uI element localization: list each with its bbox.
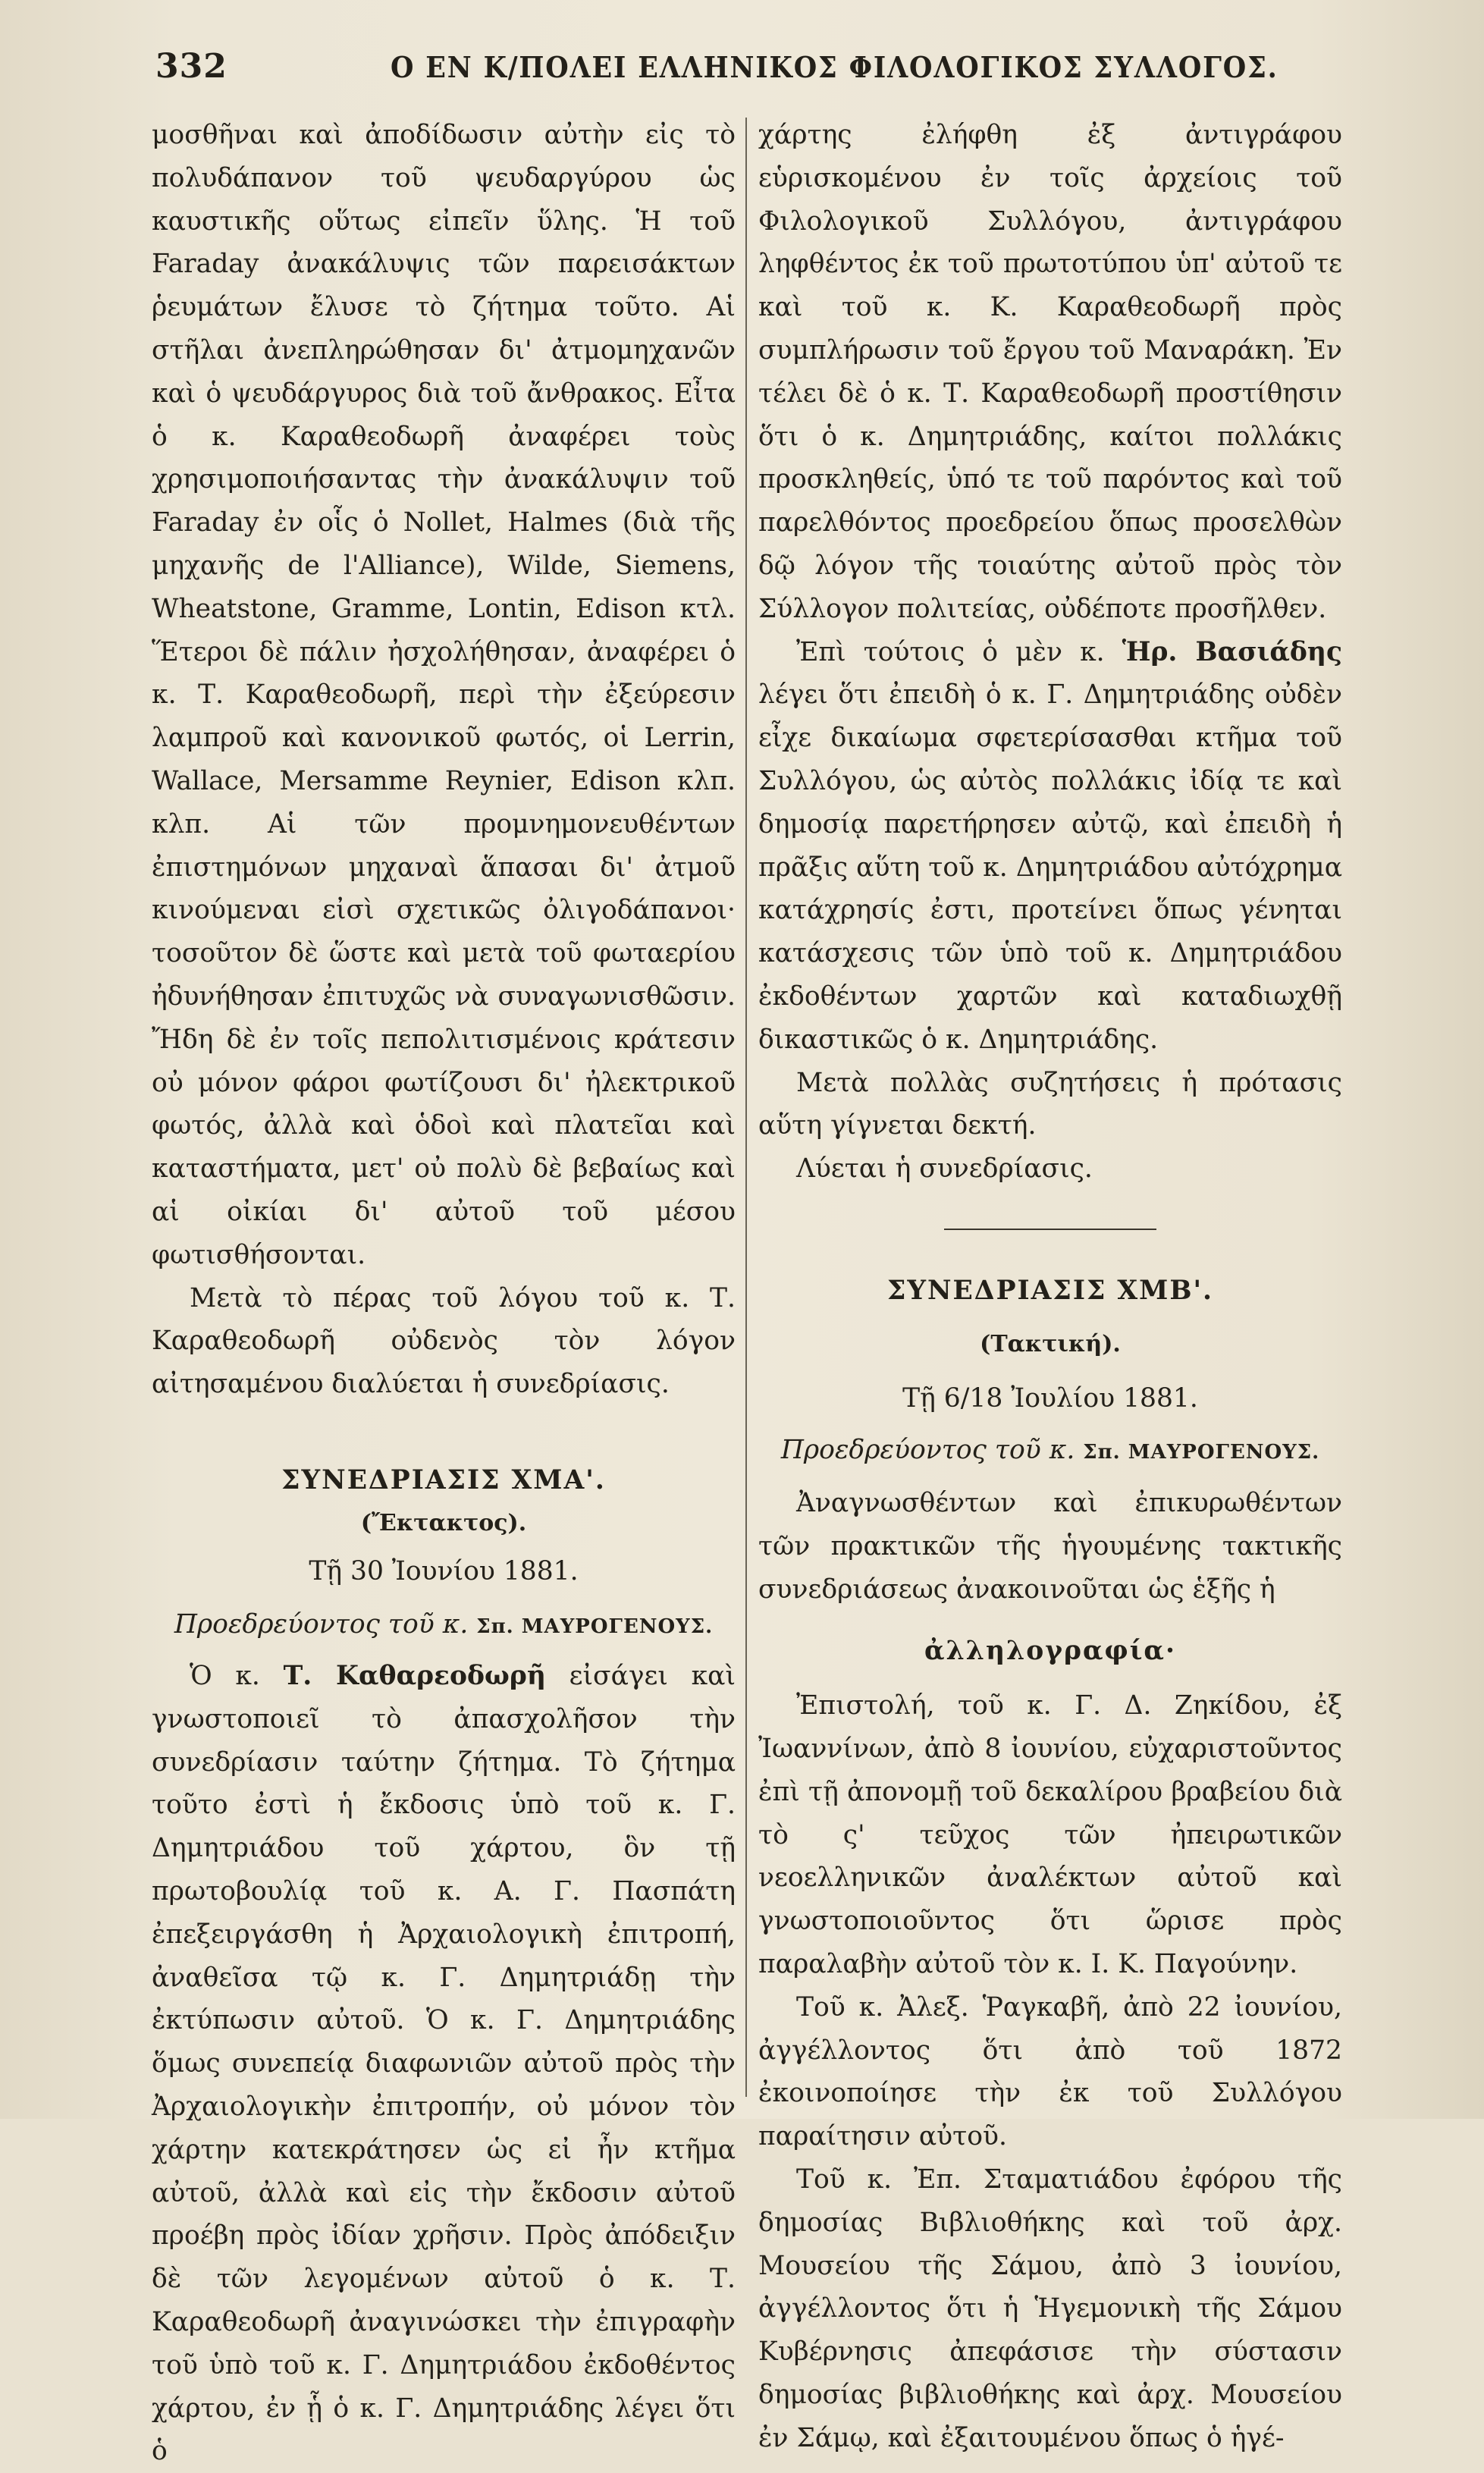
right-paragraph-2 — [758, 631, 1342, 1062]
right-paragraph-6: Ἐπιστολή, τοῦ κ. Γ. Δ. Ζηκίδου, ἐξ Ἰωαννίνων, ἀπὸ 8 ἰουνίου, εὐχαριστοῦντος ἐπὶ τῇ ἀπονομῇ τοῦ δεκαλίρου βραβείου διὰ τὸ ς' τεῦχος τῶν ἠπειρωτικῶν νεοελληνικῶν ἀναλέκτων αὐτοῦ καὶ γνωστοποιοῦντος ὅτι ὥρισε πρὸς παραλαβὴν αὐτοῦ τὸν κ. Ι. Κ. Παγούνην. — [758, 1690, 1342, 1980]
right-paragraph-8: Τοῦ κ. Ἐπ. Σταματιάδου ἐφόρου τῆς δημοσίας Βιβλιοθήκης καὶ τοῦ ἀρχ. Μουσείου τῆς Σάμου, ἀπὸ 3 ἰουνίου, ἀγγέλλοντος ὅτι ἡ Ἡγεμονικὴ τῆς Σάμου Κυβέρνησις ἀπεφάσισε τὴν σύστασιν δημοσίας βιβλιοθήκης καὶ ἀρχ. Μουσείου ἐν Σάμῳ, καὶ ἐξαιτουμένου ὅπως ὁ ἡγέ- — [758, 2164, 1342, 2453]
right-paragraph-7: Τοῦ κ. Ἀλεξ. Ῥαγκαβῆ, ἀπὸ 22 ἰουνίου, ἀγγέλλοντος ὅτι ἀπὸ τοῦ 1872 ἐκοινοποίησε τὴν ἐκ τοῦ Συλλόγου παραίτησιν αὐτοῦ. — [758, 1991, 1342, 2152]
presiding-label: Προεδρεύοντος τοῦ κ. — [174, 1609, 469, 1640]
presiding-label-right: Προεδρεύοντος τοῦ κ. — [780, 1435, 1075, 1466]
page-number: 332 — [155, 47, 227, 86]
left-column — [152, 114, 736, 2473]
right-paragraph-1: χάρτης ἐλήφθη ἐξ ἀντιγράφου εὑρισκομένου ἐν τοῖς ἀρχείοις τοῦ Φιλολογικοῦ Συλλόγου, ἀντιγράφου ληφθέντος ἐκ τοῦ πρωτοτύπου ὑπ' αὐτοῦ τε καὶ τοῦ κ. Κ. Καραθεοδωρῆ πρὸς συμπλήρωσιν τοῦ ἔργου τοῦ Μαναράκη. Ἐν τέλει δὲ ὁ κ. Τ. Καραθεοδωρῆ προστίθησιν ὅτι ὁ κ. Δημητριάδης, καίτοι πολλάκις προσκληθείς, ὑπό τε τοῦ παρόντος καὶ τοῦ παρελθόντος προεδρείου ὅπως προσελθὼν δῷ λόγον τῆς τοιαύτης αὐτοῦ πρὸς τὸν Σύλλογον πολιτείας, οὐδέποτε προσῆλθεν. — [758, 120, 1342, 624]
left-paragraph-1: μοσθῆναι καὶ ἀποδίδωσιν αὐτὴν εἰς τὸ πολυδάπανον τοῦ ψευδαργύρου ὡς καυστικῆς οὕτως εἰπεῖν ὕλης. Ἡ τοῦ Faraday ἀνακάλυψις τῶν παρεισάκτων ῥευμάτων ἔλυσε τὸ ζήτημα τοῦτο. Αἱ στῆλαι ἀνεπληρώθησαν δι' ἀτμομηχανῶν καὶ ὁ ψευδάργυρος διὰ τοῦ ἄνθρακος. Εἶτα ὁ κ. Καραθεοδωρῆ ἀναφέρει τοὺς χρησιμοποιήσαντας τὴν ἀνακάλυψιν τοῦ Faraday ἐν οἷς ὁ Nollet, Halmes (διὰ τῆς μηχανῆς de l'Alliance), Wilde, Siemens, Wheatstone, Gramme, Lontin, Edison κτλ. Ἕτεροι δὲ πάλιν ἠσχολήθησαν, ἀναφέρει ὁ κ. Τ. Καραθεοδωρῆ, περὶ τὴν ἐξεύρεσιν λαμπροῦ καὶ κανονικοῦ φωτός, οἱ Lerrin, Wallace, Mersamme Reynier, Edison κλπ. κλπ. Αἱ τῶν προμνημονευθέντων ἐπιστημόνων μηχαναὶ ἅπασαι δι' ἀτμοῦ κινούμεναι εἰσὶ σχετικῶς ὀλιγοδάπανοι· τοσοῦτον δὲ ὥστε καὶ μετὰ τοῦ φωταερίου ἠδυνήθησαν ἐπιτυχῶς νὰ συναγωνισθῶσιν. Ἤδη δὲ ἐν τοῖς πεπολιτισμένοις κράτεσιν οὐ μόνον φάροι φωτίζουσι δι' ἠλεκτρικοῦ φωτός, ἀλλὰ καὶ ὁδοὶ καὶ πλατεῖαι καὶ καταστήματα, μετ' οὐ πολὺ δὲ βεβαίως καὶ αἱ οἰκίαι δι' αὐτοῦ τοῦ μέσου φωτισθήσονται. — [152, 120, 736, 1270]
correspondence-heading: ἀλληλογραφία· — [924, 1635, 1176, 1666]
p3-start: Ὁ κ. — [190, 1661, 260, 1692]
presiding-line-xmb — [758, 1429, 1342, 1474]
page-header — [155, 47, 1369, 93]
left-paragraph-3 — [152, 1655, 736, 2473]
left-paragraph-2: Μετὰ τὸ πέρας τοῦ λόγου τοῦ κ. Τ. Καραθεοδωρῆ οὐδενὸς τὸν λόγον αἰτησαμένου διαλύεται ἡ συνεδρίασις. — [152, 1282, 736, 1400]
presiding-name: Σπ. ΜΑΥΡΟΓΕΝΟΥΣ. — [476, 1615, 714, 1639]
session-type-regular: (Τακτική). — [980, 1330, 1121, 1357]
speaker-name: Τ. Καθαρεοδωρῆ — [283, 1661, 546, 1692]
p2-rest: λέγει ὅτι ἐπειδὴ ὁ κ. Γ. Δημητριάδης οὐδὲν εἶχε δικαίωμα σφετερίσασθαι κτῆμα τοῦ Συλλόγου, ὡς αὐτὸς πολλάκις ἰδίᾳ τε καὶ δημοσίᾳ παρετήρησεν αὐτῷ, καὶ ἐπειδὴ ἡ πρᾶξις αὕτη τοῦ κ. Δημητριάδου αὐτόχρημα κατάχρησίς ἐστι, προτείνει ὅπως γένηται κατάσχεσις τῶν ὑπὸ τοῦ κ. Δημητριάδου ἐκδοθέντων χαρτῶν καὶ καταδιωχθῇ δικαστικῶς ὁ κ. Δημητριάδης. — [758, 679, 1342, 1055]
session-heading-xmb: ΣΥΝΕΔΡΙΑΣΙΣ ΧΜΒ'. — [886, 1275, 1214, 1306]
presiding-line-xma — [152, 1603, 736, 1649]
session-heading-xma: ΣΥΝΕΔΡΙΑΣΙΣ ΧΜΑ'. — [281, 1464, 606, 1495]
right-paragraph-5: Ἀναγνωσθέντων καὶ ἐπικυρωθέντων τῶν πρακτικῶν τῆς ἡγουμένης τακτικῆς συνεδριάσεως ἀνακοινοῦται ὡς ἑξῆς ἡ — [758, 1488, 1342, 1605]
column-divider — [745, 118, 747, 2097]
session-date-xma: Τῇ 30 Ἰουνίου 1881. — [309, 1555, 579, 1586]
speaker-name-basiadis: Ἡρ. Βασιάδης — [1122, 636, 1342, 667]
session-date-xmb: Τῇ 6/18 Ἰουλίου 1881. — [902, 1382, 1198, 1414]
right-paragraph-4: Λύεται ἡ συνεδρίασις. — [796, 1153, 1093, 1185]
right-column — [758, 114, 1342, 2460]
session-type-extraordinary: (Ἔκτακτος). — [360, 1509, 527, 1536]
p2-start: Ἐπὶ τούτοις ὁ μὲν κ. — [796, 636, 1105, 667]
right-paragraph-3: Μετὰ πολλὰς συζητήσεις ἡ πρότασις αὕτη γίγνεται δεκτή. — [758, 1067, 1342, 1141]
section-rule — [944, 1229, 1156, 1230]
presiding-name-right: Σπ. ΜΑΥΡΟΓΕΝΟΥΣ. — [1083, 1441, 1320, 1464]
running-title: Ο ΕΝ Κ/ΠΟΛΕΙ ΕΛΛΗΝΙΚΟΣ ΦΙΛΟΛΟΓΙΚΟΣ ΣΥΛΛΟΓΟΣ. — [391, 50, 1278, 84]
p3-rest: εἰσάγει καὶ γνωστοποιεῖ τὸ ἀπασχολῆσον τὴν συνεδρίασιν ταύτην ζήτημα. Τὸ ζήτημα τοῦτο ἐστὶ ἡ ἔκδοσις ὑπὸ τοῦ κ. Γ. Δημητριάδου τοῦ χάρτου, ὃν τῇ πρωτοβουλίᾳ τοῦ κ. Α. Γ. Πασπάτη ἐπεξειργάσθη ἡ Ἀρχαιολογικὴ ἐπιτροπή, ἀναθεῖσα τῷ κ. Γ. Δημητριάδῃ τὴν ἐκτύπωσιν αὐτοῦ. Ὁ κ. Γ. Δημητριάδης ὅμως συνεπείᾳ διαφωνιῶν αὐτοῦ πρὸς τὴν Ἀρχαιολογικὴν ἐπιτροπήν, οὐ μόνον τὸν χάρτην κατεκράτησεν ὡς εἰ ἦν κτῆμα αὐτοῦ, ἀλλὰ καὶ εἰς τὴν ἔκδοσιν αὐτοῦ προέβη πρὸς ἰδίαν χρῆσιν. Πρὸς ἀπόδειξιν δὲ τῶν λεγομένων αὐτοῦ ὁ κ. Τ. Καραθεοδωρῆ ἀναγινώσκει τὴν ἐπιγραφὴν τοῦ ὑπὸ τοῦ κ. Γ. Δημητριάδου ἐκδοθέντος χάρτου, ἐν ᾗ ὁ κ. Γ. Δημητριάδης λέγει ὅτι ὁ — [152, 1661, 736, 2467]
